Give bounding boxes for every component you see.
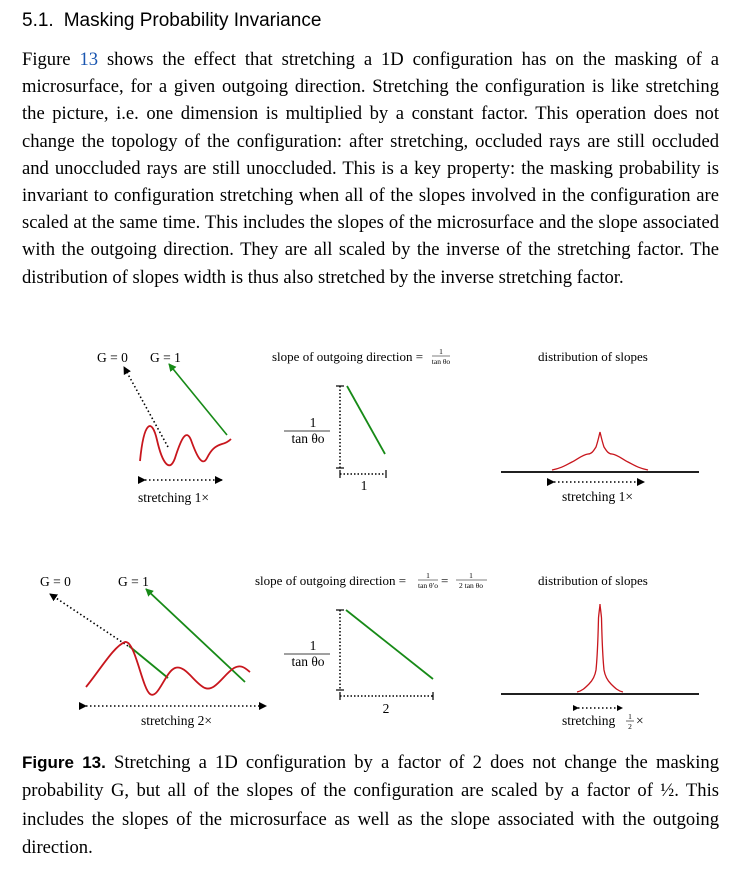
bottom-frac1-num: 1 [426,571,430,580]
top-configuration-panel [97,350,231,505]
top-g1-label: G = 1 [150,350,181,365]
bottom-side-num: 1 [309,638,317,653]
bottom-occluded-ray [50,594,128,646]
caption-text: Stretching a 1D configuration by a factor of 2 does not change the masking probability G, but all of the slopes of the configuration are scaled by a factor of ½. This includes the slopes of the microsurface as well as the slope associated with the outgoing direction. [22,752,719,859]
bottom-slope-panel [255,571,487,716]
top-unoccluded-ray [169,364,227,435]
bottom-distribution-panel [501,573,699,731]
top-base-label: 1 [360,478,368,493]
bottom-configuration-panel [40,574,266,728]
top-slope-frac-num: 1 [439,347,443,356]
paragraph-text-rest: shows the effect that stretching a 1D configuration has on the masking of a microsurface, for a given outgoing direction. Stretching the configuration is like stretching the picture, i.e. one dimension is multiplied by a constant factor. This operation does not change the topology of the configuration: after stretching, occluded rays are still occluded and unoccluded rays are still unoccluded. This is a key property: the masking probability is invariant to configuration stretching when all of the slopes involved in the configuration are scaled at the same time. This includes the slopes of the microsurface and the slope associated with the outgoing direction. They are all scaled by the inverse of the stretching factor. The distribution of slopes width is thus also stretched by the inverse stretching factor. [22,49,719,288]
bottom-frac2-den: 2 tan θo [458,581,484,590]
top-g0-label: G = 0 [97,350,128,365]
bottom-base-label: 2 [382,701,390,716]
bottom-dist-stretch-prefix: stretching [562,713,616,728]
bottom-side-den: tan θo [291,654,325,669]
bottom-unoccluded-ray [146,589,245,682]
bottom-g1-label: G = 1 [118,574,149,589]
bottom-stretch-label: stretching 2× [141,713,212,728]
bottom-slope-title: slope of outgoing direction = [255,573,407,588]
top-dist-title: distribution of slopes [538,349,648,364]
top-slope-line [347,386,385,454]
paragraph-text-start: Figure [22,49,80,70]
section-title: Masking Probability Invariance [63,10,322,31]
top-stretch-label: stretching 1× [138,490,209,505]
top-slope-title: slope of outgoing direction = [272,349,424,364]
figure-caption [22,749,719,863]
bottom-dist-curve [577,604,623,692]
bottom-microsurface [86,642,250,695]
top-occluded-ray [124,367,168,447]
bottom-slope-line [346,610,433,679]
top-distribution-panel [501,349,699,504]
top-side-den: tan θo [291,431,325,446]
figure-reference-link[interactable]: 13 [79,49,99,70]
top-microsurface [140,426,231,465]
bottom-slope-eq: = [441,573,449,588]
bottom-frac2-num: 1 [469,571,473,580]
bottom-dist-stretch-num: 1 [628,712,632,721]
bottom-g0-label: G = 0 [40,574,71,589]
bottom-dist-title: distribution of slopes [538,573,648,588]
bottom-dist-stretch-suffix: × [636,713,644,728]
top-side-num: 1 [309,415,317,430]
top-dist-stretch-label: stretching 1× [562,489,633,504]
bottom-secondary-ray [129,646,168,678]
bottom-frac1-den: tan θ′o [417,581,439,590]
top-dist-curve [552,432,648,470]
top-slope-frac-den: tan θo [431,357,451,366]
bottom-dist-stretch-den: 2 [628,722,632,731]
section-number: 5.1. [22,10,54,31]
caption-label: Figure 13. [22,753,106,772]
top-slope-panel [272,347,450,493]
